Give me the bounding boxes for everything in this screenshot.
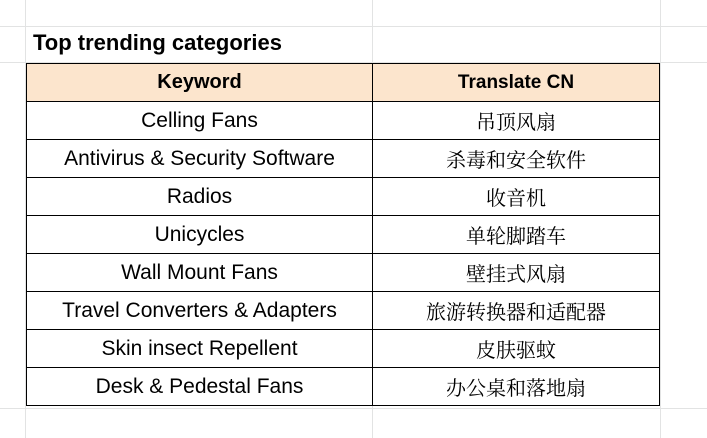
grid-line xyxy=(660,0,661,438)
grid-line xyxy=(0,408,707,409)
keyword-cell[interactable]: Antivirus & Security Software xyxy=(27,140,373,178)
translation-cell[interactable]: 杀毒和安全软件 xyxy=(373,140,660,178)
translation-cell[interactable]: 吊顶风扇 xyxy=(373,102,660,140)
table-header-row xyxy=(27,64,660,102)
keyword-cell[interactable]: Travel Converters & Adapters xyxy=(27,292,373,330)
translation-cell[interactable]: 旅游转换器和适配器 xyxy=(373,292,660,330)
table-row xyxy=(27,178,660,216)
table-row xyxy=(27,330,660,368)
header-translate-cn[interactable]: Translate CN xyxy=(373,64,660,102)
grid-line xyxy=(0,26,707,27)
translation-cell[interactable]: 皮肤驱蚊 xyxy=(373,330,660,368)
keyword-cell[interactable]: Desk & Pedestal Fans xyxy=(27,368,373,406)
keyword-table xyxy=(26,63,660,406)
keyword-cell[interactable]: Celling Fans xyxy=(27,102,373,140)
table-row xyxy=(27,254,660,292)
keyword-cell[interactable]: Radios xyxy=(27,178,373,216)
translation-cell[interactable]: 壁挂式风扇 xyxy=(373,254,660,292)
translation-cell[interactable]: 单轮脚踏车 xyxy=(373,216,660,254)
table-row xyxy=(27,102,660,140)
table-row xyxy=(27,140,660,178)
keyword-cell[interactable]: Skin insect Repellent xyxy=(27,330,373,368)
keyword-cell[interactable]: Unicycles xyxy=(27,216,373,254)
table-row xyxy=(27,292,660,330)
sheet-title[interactable]: Top trending categories xyxy=(33,30,282,55)
table-row xyxy=(27,368,660,406)
table-row xyxy=(27,216,660,254)
translation-cell[interactable]: 办公桌和落地扇 xyxy=(373,368,660,406)
header-keyword[interactable]: Keyword xyxy=(27,64,373,102)
translation-cell[interactable]: 收音机 xyxy=(373,178,660,216)
keyword-cell[interactable]: Wall Mount Fans xyxy=(27,254,373,292)
